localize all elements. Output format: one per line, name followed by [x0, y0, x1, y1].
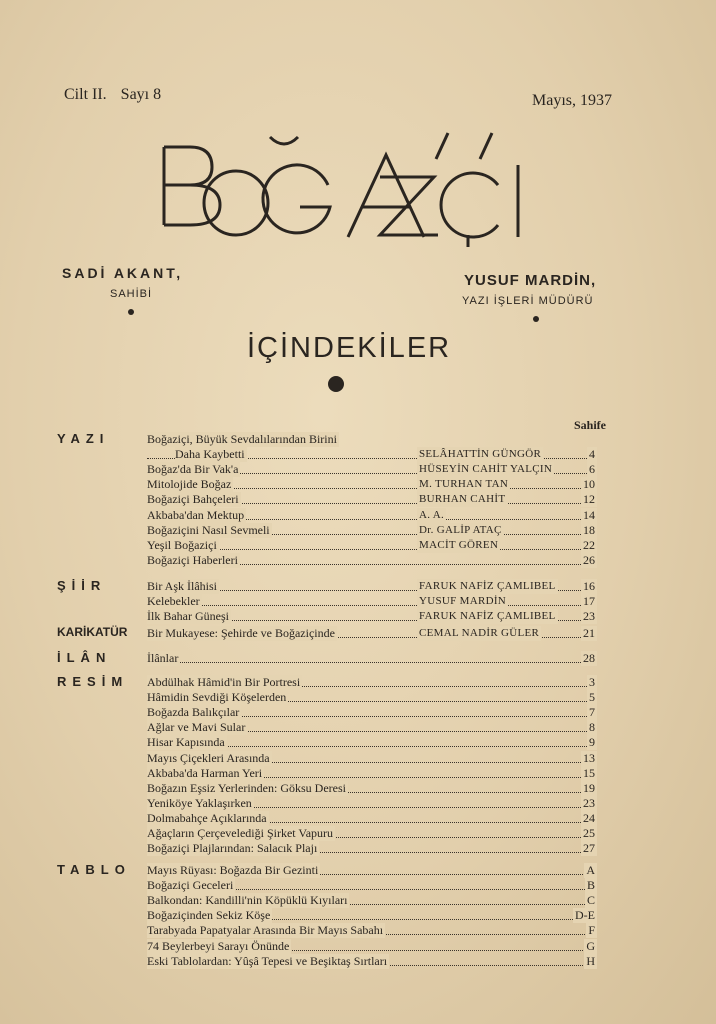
- entry-page: 18: [583, 522, 595, 537]
- leader-dots: [147, 594, 597, 606]
- entry-title: Dolmabahçe Açıklarında: [147, 810, 267, 825]
- entry-author: M. TURHAN TAN: [419, 478, 509, 491]
- toc-entry: [147, 954, 597, 969]
- editor-name: YUSUF MARDİN,: [464, 272, 597, 289]
- entry-page: 13: [583, 750, 595, 765]
- entry-title: 74 Beylerbeyi Sarayı Önünde: [147, 938, 290, 953]
- entry-page: 21: [583, 626, 595, 640]
- toc-entry: [147, 826, 597, 841]
- section-label: RESİM: [57, 674, 129, 689]
- section-label: İLÂN: [57, 650, 112, 665]
- entry-title: Boğaziçini Nasıl Sevmeli: [147, 522, 270, 537]
- entry-title: Mayıs Rüyası: Boğazda Bir Gezinti: [147, 863, 319, 877]
- entry-title: Boğaziçi, Büyük Sevdalılarından Birini: [147, 432, 337, 446]
- toc-entry: [147, 675, 597, 690]
- toc-entry: [147, 908, 597, 923]
- title-bullet-icon: [328, 376, 344, 392]
- toc-entry: [147, 751, 597, 766]
- entry-title: Daha Kaybetti: [175, 447, 245, 462]
- toc-entry: [147, 766, 597, 781]
- entry-page: G: [586, 938, 595, 953]
- editor-bullet-icon: [533, 316, 539, 322]
- entry-author: BURHAN CAHİT: [419, 493, 506, 506]
- entry-title: Kelebekler: [147, 594, 200, 609]
- toc-entry: [147, 523, 597, 538]
- entry-page: 8: [589, 720, 595, 735]
- issue-date: Mayıs, 1937: [532, 92, 612, 109]
- entry-author: Dr. GALİP ATAÇ: [419, 523, 502, 536]
- entry-page: 26: [583, 552, 595, 567]
- entry-page: 4: [589, 447, 595, 462]
- entry-title: Boğaziçi Geceleri: [147, 878, 234, 893]
- toc-entry: [147, 939, 597, 954]
- entry-title: Boğaz'da Bir Vak'a: [147, 462, 239, 477]
- entry-title: Boğazın Eşsiz Yerlerinden: Göksu Deresi: [147, 780, 346, 795]
- entry-author: FARUK NAFİZ ÇAMLIBEL: [419, 580, 556, 592]
- entry-title: Bir Mukayese: Şehirde ve Boğaziçinde: [147, 626, 335, 640]
- entry-title: Boğazda Balıkçılar: [147, 705, 240, 720]
- entry-title: Eski Tablolardan: Yûşâ Tepesi ve Beşiktaş Sırtları: [147, 953, 388, 968]
- entry-page: 28: [583, 651, 595, 665]
- toc-entry: [147, 705, 597, 720]
- entry-page: C: [586, 893, 595, 908]
- toc-entry: [147, 811, 597, 826]
- entry-author: A. A.: [419, 508, 445, 521]
- entry-title: Boğaziçi Plajlarından: Salacık Plajı: [147, 841, 318, 856]
- entry-page: 9: [589, 735, 595, 750]
- entry-title: Ağlar ve Mavi Sular: [147, 720, 246, 735]
- toc-entry: [147, 553, 597, 568]
- toc-entry: [147, 579, 597, 594]
- entry-author: FARUK NAFİZ ÇAMLIBEL: [419, 610, 556, 623]
- entry-page: D-E: [575, 908, 595, 923]
- editor-role: YAZI İŞLERİ MÜDÜRÜ: [462, 295, 594, 307]
- entry-page: 16: [583, 579, 595, 593]
- entry-page: 27: [583, 841, 595, 856]
- entry-page: 15: [583, 765, 595, 780]
- entry-page: F: [588, 923, 595, 938]
- entry-page: 6: [589, 462, 595, 477]
- entry-title: Balkondan: Kandilli'nin Köpüklü Kıyıları: [147, 893, 348, 908]
- entry-title: Hâmidin Sevdiği Köşelerden: [147, 690, 287, 705]
- owner-bullet-icon: [128, 309, 134, 315]
- toc-entry: [147, 462, 597, 477]
- toc-entry: [147, 841, 597, 856]
- toc-entry: [147, 878, 597, 893]
- toc-entry: [147, 893, 597, 908]
- entry-page: 22: [583, 537, 595, 552]
- entry-page: 25: [583, 826, 595, 840]
- section-label: YAZI: [57, 431, 110, 446]
- toc-entry: [147, 594, 597, 609]
- entry-page: 7: [589, 705, 595, 720]
- entry-title: Akbaba'dan Mektup: [147, 507, 245, 522]
- entry-title: Akbaba'da Harman Yeri: [147, 765, 263, 780]
- owner-name: SADİ AKANT,: [62, 265, 184, 281]
- entry-title: Ağaçların Çerçevelediği Şirket Vapuru: [147, 826, 334, 840]
- entry-title: Hisar Kapısında: [147, 735, 225, 750]
- toc-entry: [147, 796, 597, 811]
- toc-entry: [147, 923, 597, 938]
- volume-label: Cilt II.: [64, 86, 107, 103]
- entry-page: B: [586, 878, 595, 893]
- entry-title: Yeşil Boğaziçi: [147, 537, 217, 552]
- section-label: KARİKATÜR: [57, 625, 128, 639]
- toc-entry: [147, 508, 597, 523]
- entry-title: İlânlar: [147, 651, 179, 665]
- toc-entry: [147, 477, 597, 492]
- entry-page: 14: [583, 507, 595, 522]
- issue-info: [64, 86, 171, 104]
- toc-entry: [147, 781, 597, 796]
- entry-author: HÜSEYİN CAHİT YALÇIN: [419, 463, 553, 476]
- entry-page: H: [586, 953, 595, 968]
- entry-author: MACİT GÖREN: [419, 538, 499, 551]
- toc-entry: [147, 626, 597, 641]
- section-label: TABLO: [57, 862, 131, 877]
- entry-title: Abdülhak Hâmid'in Bir Portresi: [147, 675, 301, 689]
- entry-page: 23: [583, 795, 595, 810]
- magazine-logo: [150, 125, 540, 255]
- toc-entry: [147, 538, 597, 553]
- page-column-label: Sahife: [574, 418, 607, 432]
- entry-page: 12: [583, 492, 595, 507]
- entry-page: 24: [583, 810, 595, 825]
- toc-entry: [147, 690, 597, 705]
- leader-dots: [147, 651, 597, 663]
- toc-entry: [147, 735, 597, 750]
- toc-entry: [147, 432, 597, 447]
- entry-title: Tarabyada Papatyalar Arasında Bir Mayıs Sabahı: [147, 923, 384, 938]
- entry-page: 23: [583, 609, 595, 624]
- issue-number: Sayı 8: [120, 86, 162, 103]
- toc-entry: [147, 651, 597, 666]
- entry-page: 5: [589, 690, 595, 705]
- entry-title: Boğaziçinden Sekiz Köşe: [147, 908, 271, 923]
- entry-title: İlk Bahar Güneşi: [147, 609, 229, 624]
- entry-author: SELÂHATTİN GÜNGÖR: [419, 448, 542, 461]
- entry-author: CEMAL NADİR GÜLER: [419, 627, 540, 639]
- entry-title: Mayıs Çiçekleri Arasında: [147, 750, 270, 765]
- entry-page: A: [586, 863, 595, 877]
- entry-author: YUSUF MARDİN: [419, 595, 507, 608]
- section-label: ŞİİR: [57, 578, 107, 593]
- entry-title: Yeniköye Yaklaşırken: [147, 795, 252, 810]
- entry-page: 3: [589, 675, 595, 689]
- entry-title: Boğaziçi Bahçeleri: [147, 492, 239, 507]
- toc-entry: [147, 863, 597, 878]
- owner-role: SAHİBİ: [110, 288, 153, 300]
- entry-title: Boğaziçi Haberleri: [147, 552, 238, 567]
- entry-title: Mitolojide Boğaz: [147, 477, 232, 492]
- toc-entry: [147, 492, 597, 507]
- entry-page: 19: [583, 780, 595, 795]
- toc-title: İÇİNDEKİLER: [247, 332, 452, 364]
- toc-entry: [147, 720, 597, 735]
- toc-entry: [147, 447, 597, 462]
- entry-title: Bir Aşk İlâhisi: [147, 579, 218, 593]
- entry-page: 17: [583, 594, 595, 609]
- toc-entry: [147, 609, 597, 624]
- entry-page: 10: [583, 477, 595, 492]
